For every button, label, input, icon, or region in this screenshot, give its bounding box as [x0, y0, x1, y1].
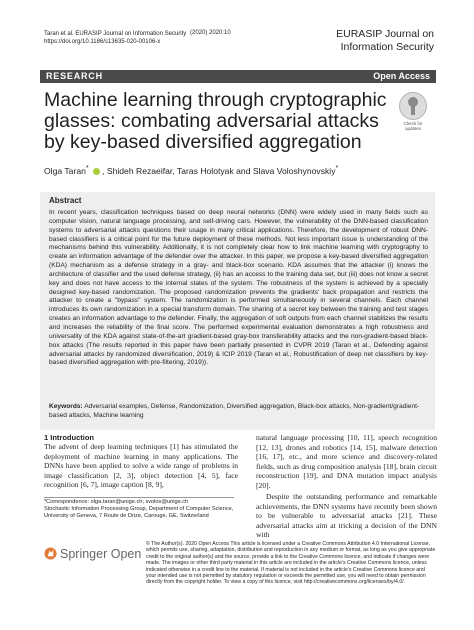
- author-last-mark: *: [335, 164, 339, 172]
- author-rest: , Shideh Rezaeifar, Taras Holotyak and Slava Voloshynovskiy: [102, 165, 336, 176]
- springer-open-text: Springer Open: [60, 547, 142, 561]
- citation-line: Taran et al. EURASIP Journal on Information Security: [44, 31, 187, 37]
- correspondence-affiliation: Stochastic Information Processing Group, Department of Computer Science, University of Geneva, 7 Route de Drize, Carouge, GE, Switzerland: [44, 506, 234, 519]
- open-access-label: Open Access: [373, 71, 430, 81]
- intro-column-2: [256, 433, 437, 540]
- keywords-list: Adversarial examples, Defense, Randomization, Diversified aggregation, Black-box attacks, Non-gradient/gradient-based attacks, Machine learning: [49, 403, 420, 419]
- author-list: [44, 164, 338, 176]
- check-for-updates-label: Check for updates: [403, 121, 423, 131]
- springer-open-logo[interactable]: [44, 545, 144, 565]
- orcid-icon[interactable]: [93, 168, 100, 175]
- license-text: © The Author(s). 2020 Open Access This article is licensed under a Creative Commons Attribution 4.0 International License, which permits use, sharing, adaptation, distribution and reproduction in any medium or format, as long as you give appropriate credit to the original author(s) and the source, provide a link to the Creative Commons licence, and indicate if changes were made. The images or other third party material in this article are included in the article's Creative Commons licence, unless indicated otherwise in a credit line to the material. If material is not included in the article's Creative Commons licence and your intended use is not permitted by statutory regulation or exceeds the permitted use, you will need to obtain permission directly from the copyright holder. To view a copy of this licence, visit http://creativecommons.org/licenses/by/4.0/.: [146, 541, 436, 586]
- intro-column-2-para1: natural language processing [10, 11], speech recognition [12, 13], drones and robotics [14, 15], malware detection [16, 17], etc., and more science and discovery-related fields, such as drug composition analysis [18], brain circuit reconstruction [19], and DNA mutation impact analysis [20].: [256, 433, 437, 490]
- abstract-body: In recent years, classification techniques based on deep neural networks (DNN) were widely used in many fields such as computer vision, natural language processing, and self-driving cars. However, the vulnerability of the DNN-based classification systems to adversarial attacks questions their usage in many critical applications. Therefore, the development of robust DNN-based classifiers is a critical point for the future deployment of these methods. Not less important issue is understanding of the mechanisms behind this vulnerability. Additionally, it is not completely clear how to link machine learning with cryptography to create an information advantage of the defender over the attacker. In this paper, we propose a key-based diversified aggregation (KDA) mechanism as a defense strategy in a gray- and black-box scenario. KDA assumes that the attacker (i) knows the architecture of classifier and the used defense strategy, (ii) has an access to the training data set, but (iii) does not know a secret key and does not have access to the internal states of the system. The robustness of the system is achieved by a specially designed key-based randomization. The proposed randomization prevents the gradients' back propagation and restricts the attacker to create a "bypass" system. The randomization is performed simultaneously in several channels. Each channel introduces its own randomization in a special transform domain. The sharing of a secret key between the training and test stages creates an information advantage to the defender. Finally, the aggregation of soft outputs from each channel stabilizes the results and increases the reliability of the final score. The performed experimental evaluation demonstrates a high robustness and universality of the KDA against state-of-the-art gradient-based gray-box transferability attacks and the non-gradient-based black-box attacks (The results reported in this paper have been partially presented in CVPR 2019 (Taran et al., Defending against adversarial attacks by randomized diversification, 2019) & ICIP 2019 (Taran et al., Robustification of deep net classifiers by key-based diversified aggregation with pre-filtering, 2019)).: [49, 209, 428, 367]
- footnote-rule: [44, 497, 234, 498]
- keywords: [49, 403, 428, 421]
- springer-horse-icon: [44, 547, 57, 560]
- intro-column-1: The advent of deep learning techniques [1] has stimulated the deployment of machine learning in many applications. The DNNs have been applied to solve a wide range of problems in image classification [2, 3], object detection [4, 5], face recognition [6, 7], image caption [8, 9],: [44, 442, 238, 490]
- article-type-label: RESEARCH: [46, 71, 103, 81]
- intro-column-2-para2: Despite the outstanding performance and remarkable achievements, the DNN systems have recently been shown to be vulnerable to adversarial attacks [21]. These adversarial attacks aim at tricking a decision of the DNN with: [256, 492, 437, 540]
- doi-link[interactable]: https://doi.org/10.1186/s13635-020-00106-x: [44, 39, 161, 45]
- keywords-label: Keywords:: [49, 403, 83, 410]
- author-first-mark: *: [85, 164, 89, 172]
- crossmark-icon: [399, 92, 427, 120]
- abstract-heading: Abstract: [49, 196, 82, 205]
- article-type-bar: [40, 70, 436, 83]
- correspondence-email[interactable]: *Correspondence: olga.taran@unige.ch; svolos@unige.ch: [44, 499, 189, 505]
- journal-name: EURASIP Journal on Information Security: [336, 28, 434, 53]
- correspondence-note: [44, 499, 238, 520]
- year-info: (2020) 2020:10: [190, 30, 231, 36]
- author-first[interactable]: Olga Taran: [44, 165, 86, 176]
- section-heading-introduction: 1 Introduction: [44, 433, 94, 442]
- check-for-updates-badge[interactable]: [399, 92, 427, 131]
- citation-block: [44, 30, 186, 46]
- abstract-box: [40, 192, 435, 430]
- article-title: Machine learning through cryptographic glasses: combating adversarial attacks by key-based diversified aggregation: [44, 89, 387, 153]
